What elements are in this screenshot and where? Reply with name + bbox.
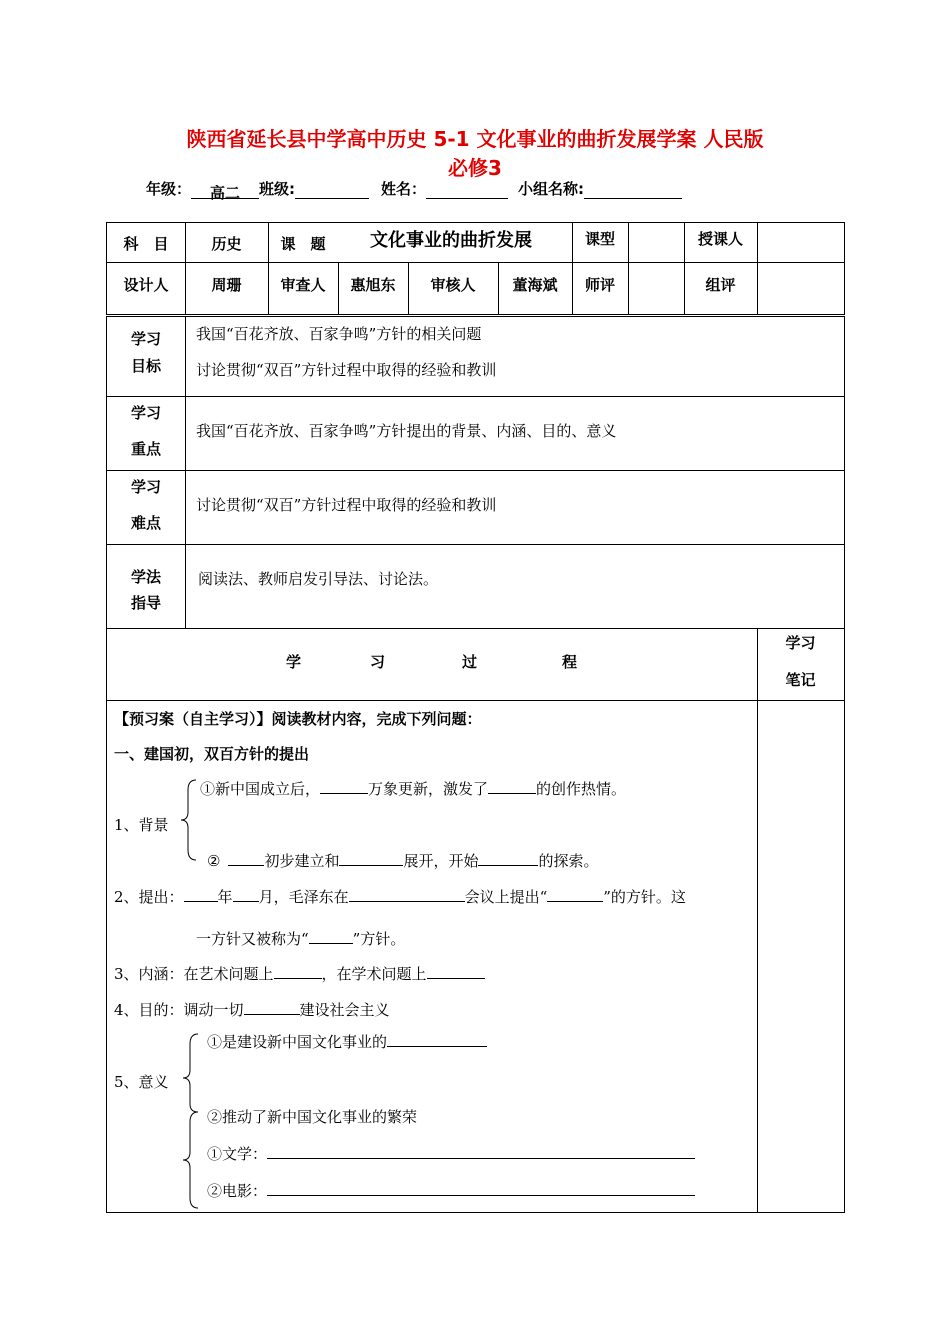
notes-label-1: 学习 [785, 634, 816, 652]
grade-label: 年级： [146, 180, 192, 198]
blank-field[interactable] [233, 886, 259, 902]
teacher-eval-label: 师评 [584, 276, 615, 294]
propose-text-g: ”方针。 [352, 930, 406, 948]
literature-label: ①文学： [207, 1145, 268, 1163]
blank-field[interactable] [228, 850, 264, 866]
propose-text-a: 2、提出： [114, 888, 184, 906]
background-item-1-text-b: 万象更新，激发了 [368, 780, 489, 798]
table-border [757, 222, 758, 314]
meaning-item-1-text: ①是建设新中国文化事业的 [207, 1033, 388, 1051]
class-field[interactable] [295, 182, 369, 199]
difficulties-label-2: 难点 [130, 514, 161, 532]
goals-line-2: 讨论贯彻“双百”方针过程中取得的经验和教训 [196, 361, 497, 379]
grade-value[interactable]: 高二 [191, 182, 259, 199]
background-item-2-text-a: ② [207, 852, 221, 870]
propose-text-c: 月，毛泽东在 [258, 888, 349, 906]
blank-field[interactable] [488, 778, 536, 794]
keypoints-text: 我国“百花齐放、百家争鸣”方针提出的背景、内涵、目的、意义 [196, 422, 617, 440]
table-border [106, 396, 845, 397]
table-border [106, 544, 845, 545]
group-label: 小组名称: [518, 180, 585, 198]
propose-text-e: ”的方针。这 [603, 888, 686, 906]
designer-label: 设计人 [123, 276, 169, 294]
preview-intro: 【预习案（自主学习）】阅读教材内容，完成下列问题： [114, 710, 482, 728]
notes-label-2: 笔记 [785, 671, 816, 689]
brace-icon [182, 1032, 200, 1210]
table-border [106, 700, 845, 701]
background-item-2-text-c: 展开，开始 [403, 852, 479, 870]
process-heading-char-1: 学 [286, 653, 302, 671]
reviewer-label: 审查人 [280, 276, 326, 294]
purpose-text-b: 建设社会主义 [299, 1001, 390, 1019]
blank-field[interactable] [184, 886, 218, 902]
designer-value: 周珊 [211, 276, 242, 294]
blank-field[interactable] [244, 999, 300, 1015]
background-item-2-text-b: 初步建立和 [264, 852, 340, 870]
methods-label-2: 指导 [130, 594, 161, 612]
purpose-text-a: 4、目的：调动一切 [114, 1001, 244, 1019]
table-border [106, 470, 845, 471]
background-item-1-text-a: ①新中国成立后， [200, 780, 321, 798]
process-heading-char-3: 过 [462, 653, 478, 671]
subject-label: 科 目 [123, 235, 169, 253]
blank-field[interactable] [339, 850, 403, 866]
table-border [844, 316, 845, 1213]
content-text-b: ，在学术问题上 [321, 965, 427, 983]
table-border [106, 628, 845, 629]
difficulties-text: 讨论贯彻“双百”方针过程中取得的经验和教训 [196, 496, 497, 514]
table-border [106, 222, 845, 223]
auditor-value: 董海斌 [512, 276, 558, 294]
topic-label: 课 题 [280, 235, 326, 253]
header-fields [146, 178, 682, 202]
propose-line [114, 886, 686, 907]
auditor-label: 审核人 [430, 276, 476, 294]
blank-field[interactable] [309, 928, 353, 944]
film-label: ②电影： [207, 1182, 268, 1200]
film-line [207, 1180, 695, 1201]
purpose-line [114, 999, 390, 1020]
table-border [106, 314, 845, 315]
name-field[interactable] [426, 182, 508, 199]
goals-label-1: 学习 [130, 330, 161, 348]
document-title: 陕西省延长县中学高中历史 5-1 文化事业的曲折发展学案 人民版 [186, 127, 764, 151]
class-label: 班级: [259, 180, 296, 198]
table-border [628, 222, 629, 314]
blank-field[interactable] [478, 850, 538, 866]
keypoints-label-2: 重点 [130, 440, 161, 458]
process-heading-char-2: 习 [370, 653, 386, 671]
blank-field[interactable] [349, 886, 465, 902]
group-eval-label: 组评 [705, 276, 736, 294]
meaning-label: 5、意义 [114, 1073, 169, 1091]
goals-line-1: 我国“百花齐放、百家争鸣”方针的相关问题 [196, 325, 482, 343]
background-label: 1、背景 [114, 816, 169, 834]
topic-value: 文化事业的曲折发展 [370, 230, 532, 251]
meaning-item-1 [207, 1031, 487, 1052]
blank-field[interactable] [320, 778, 368, 794]
table-border [106, 1212, 845, 1213]
blank-field[interactable] [267, 1180, 695, 1196]
type-label: 课型 [584, 230, 615, 248]
name-label: 姓名： [381, 180, 427, 198]
propose-text-d: 会议上提出“ [464, 888, 548, 906]
keypoints-label-1: 学习 [130, 404, 161, 422]
propose-line-2 [196, 928, 405, 949]
blank-field[interactable] [427, 963, 485, 979]
propose-text-f: 一方针又被称为“ [196, 930, 309, 948]
blank-field[interactable] [547, 886, 603, 902]
group-field[interactable] [584, 182, 682, 199]
background-item-1 [200, 778, 626, 799]
difficulties-label-1: 学习 [130, 478, 161, 496]
table-border [757, 628, 758, 1213]
table-border [844, 222, 845, 314]
methods-text: 阅读法、教师启发引导法、讨论法。 [198, 570, 439, 588]
goals-label-2: 目标 [130, 357, 161, 375]
background-item-2-text-d: 的探索。 [538, 852, 599, 870]
blank-field[interactable] [387, 1031, 487, 1047]
reviewer-value: 惠旭东 [350, 276, 396, 294]
meaning-item-2: ②推动了新中国文化事业的繁荣 [207, 1108, 418, 1126]
content-text-a: 3、内涵：在艺术问题上 [114, 965, 274, 983]
table-border [106, 316, 845, 317]
brace-icon [180, 778, 198, 862]
blank-field[interactable] [274, 963, 322, 979]
background-item-2 [207, 850, 599, 871]
methods-label-1: 学法 [130, 568, 161, 586]
document-subtitle: 必修3 [448, 156, 502, 180]
table-border [106, 262, 845, 263]
process-heading-char-4: 程 [562, 653, 578, 671]
literature-line [207, 1143, 695, 1164]
teacher-label: 授课人 [697, 230, 743, 248]
propose-text-b: 年 [217, 888, 233, 906]
section-1-heading: 一、建国初，双百方针的提出 [114, 745, 310, 763]
subject-value: 历史 [211, 235, 242, 253]
blank-field[interactable] [267, 1143, 695, 1159]
background-item-1-text-c: 的创作热情。 [536, 780, 627, 798]
content-line [114, 963, 485, 984]
